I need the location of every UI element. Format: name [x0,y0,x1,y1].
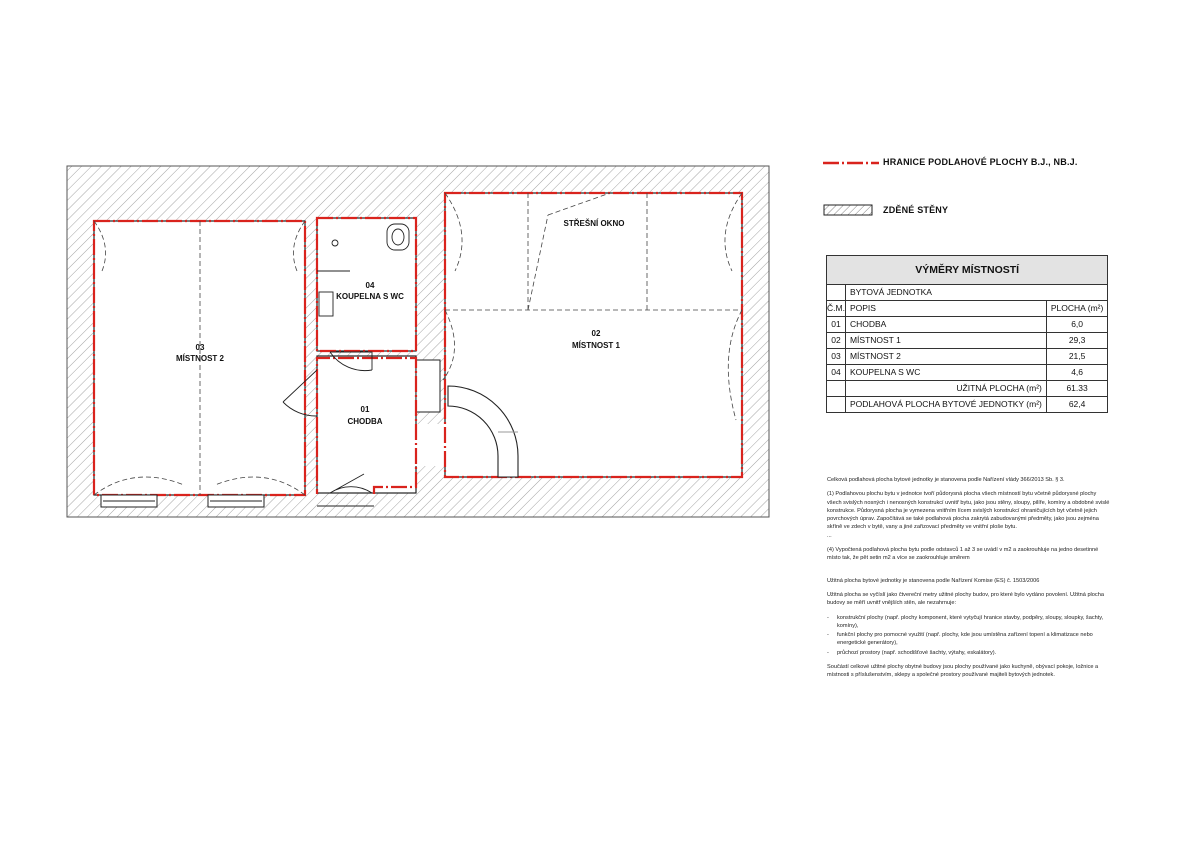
table-row [827,349,1108,365]
floor-area-value: 62,4 [1046,397,1107,413]
room-04-name: KOUPELNA S WC [336,292,404,301]
table-title: VÝMĚRY MÍSTNOSTÍ [827,256,1108,285]
boundary-line-icon [823,156,879,170]
table-row [827,365,1108,381]
row-num: 04 [827,365,846,381]
legal-notes [827,476,1110,686]
row-desc: KOUPELNA S WC [845,365,1046,381]
legend-boundary-label: HRANICE PODLAHOVÉ PLOCHY B.J., NB.J. [883,157,1078,167]
floor-area-label: PODLAHOVÁ PLOCHA BYTOVÉ JEDNOTKY (m²) [845,397,1046,413]
room-02-number: 02 [591,329,601,338]
usable-area-label: UŽITNÁ PLOCHA (m²) [845,381,1046,397]
col-header-area: PLOCHA (m²) [1046,301,1107,317]
note-paragraph: Užitná plocha bytové jednotky je stanovena podle Nařízení Komise (ES) č. 1503/2006 [827,577,1040,584]
spacer-cell [827,397,846,413]
doorway-2 [414,424,448,466]
list-item: - funkční plochy pro pomocné využití (např. plochy, kde jsou umístěna zařízení topení a klimatizace nebo energetické generátory), [827,631,1110,648]
row-area: 21,5 [1046,349,1107,365]
row-num: 02 [827,333,846,349]
row-num: 01 [827,317,846,333]
col-header-desc: POPIS [845,301,1046,317]
room-04-number: 04 [365,281,375,290]
room-area-table [826,255,1108,413]
room-02-name: MÍSTNOST 1 [571,341,621,350]
note-paragraph: Celková podlahová plocha bytové jednotky je stanovena podle Nařízení vlády 366/2013 Sb. § 3. [827,477,1065,483]
row-area: 6,0 [1046,317,1107,333]
row-num: 03 [827,349,846,365]
note-paragraph: (1) Podlahovou plochu bytu v jednotce tvoří půdorysná plocha všech místností bytu včetně půdorysné plochy všech svislých nosných i nenosných konstrukcí uvnitř bytu, jako jsou stěny, sloupy, pilíře, komíny a obdobné svislé konstrukce. Půdorysná plocha je vymezena vnitřním lícem svislých konstrukcí ohraničujících byt včetně jejich povrchových úprav. Započítává se také podlahová plocha zakrytá zabudovanými předměty, jako jsou zejména skříně ve zdech v bytě, vany a jiné zařizovací předměty ve vnitřní ploše bytu. [827,491,1110,531]
table-section: BYTOVÁ JEDNOTKA [845,285,1107,301]
table-row [827,317,1108,333]
row-desc: MÍSTNOST 2 [845,349,1046,365]
col-header-num: Č.M. [827,301,846,317]
note-paragraph: Součástí celkové užitné plochy obytné budovy jsou plochy používané jako kuchyně, obývací pokoje, ložnice a místnosti s příslušenstvím, sklepy a společné prostory používané majiteli bytových jednotek. [827,664,1099,679]
row-area: 29,3 [1046,333,1107,349]
room-03-name: MÍSTNOST 2 [175,354,225,363]
legend-walls-label: ZDĚNÉ STĚNY [883,205,949,215]
table-row [827,333,1108,349]
usable-area-value: 61.33 [1046,381,1107,397]
room-01-number: 01 [360,405,370,414]
room-01-name: CHODBA [347,417,383,426]
hatch-swatch-icon [823,204,873,216]
row-desc: CHODBA [845,317,1046,333]
skylight-label: STŘEŠNÍ OKNO [563,219,625,228]
row-area: 4,6 [1046,365,1107,381]
spacer-cell [827,381,846,397]
note-paragraph: Užitná plocha se vyčíslí jako čtvereční metry užitné plochy budov, pro které bylo vydáno povolení. Užitná plocha budovy se měří uvnitř vnějších stěn, ale nezahrnuje: [827,591,1104,607]
row-desc: MÍSTNOST 1 [845,333,1046,349]
shaft [416,360,440,412]
list-item: - průchozí prostory (např. schodišťové šachty, výtahy, eskalátory). [827,649,1110,657]
list-item: - konstrukční plochy (např. plochy komponent, které vytyčují hranice stavby, podpěry, sloupy, sloupky, šachty, komíny), [827,614,1110,631]
spacer-cell [827,285,846,301]
room-03-number: 03 [195,343,205,352]
note-paragraph: (4) Vypočtená podlahová plocha bytu podle odstavců 1 až 3 se uvádí v m2 a zaokrouhluje na jedno desetinné místo tak, že pět setin m2 a více se zaokrouhluje směrem [827,547,1099,562]
note-paragraph: ... [827,532,832,539]
note-list [827,614,1110,657]
